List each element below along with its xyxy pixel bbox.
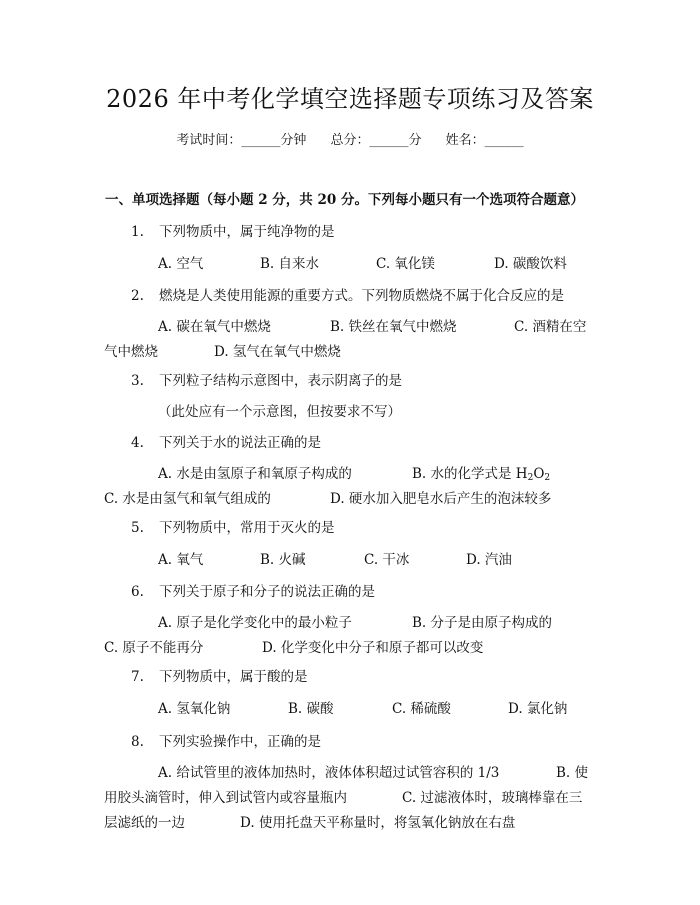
options-1	[158, 253, 658, 275]
option-d: D. 汽油	[466, 552, 512, 568]
option-c: C. 过滤液体时，玻璃棒靠在三	[402, 790, 583, 806]
option-c-continued: 气中燃烧	[104, 344, 158, 360]
question-8	[131, 731, 321, 753]
question-3-note: （此处应有一个示意图，但按要求不写）	[158, 404, 401, 420]
question-stem: 下列粒子结构示意图中，表示阴离子的是	[159, 373, 402, 389]
option-a: A. 给试管里的液体加热时，液体体积超过试管容积的 1/3	[158, 765, 500, 781]
question-5	[131, 517, 335, 539]
question-stem: 下列物质中，属于酸的是	[159, 669, 308, 685]
question-number: 3.	[131, 373, 144, 389]
option-a: A. 水是由氢原子和氧原子构成的	[158, 466, 352, 482]
total-score: 总分：______分	[330, 133, 422, 148]
options-2	[104, 315, 604, 365]
option-a: A. 氢氧化钠	[158, 701, 231, 717]
question-stem: 下列实验操作中，正确的是	[159, 734, 321, 750]
option-d: D. 化学变化中分子和原子都可以改变	[262, 640, 484, 656]
option-d: D. 使用托盘天平称量时，将氢氧化钠放在右盘	[240, 815, 516, 831]
option-a: A. 氧气	[158, 552, 204, 568]
question-4	[131, 432, 321, 454]
option-c: C. 稀硫酸	[392, 701, 451, 717]
options-5	[158, 549, 658, 571]
option-c-continued: 层滤纸的一边	[104, 815, 185, 831]
options-4	[104, 462, 604, 512]
option-b: B. 碳酸	[288, 701, 334, 717]
question-7	[131, 666, 308, 688]
question-number: 6.	[131, 584, 144, 600]
page-title: 2026 年中考化学填空选择题专项练习及答案	[106, 85, 594, 113]
subscript: 2	[527, 473, 534, 483]
question-number: 7.	[131, 669, 144, 685]
option-d: D. 碳酸饮料	[494, 256, 567, 272]
options-6	[104, 611, 604, 661]
option-d: D. 硬水加入肥皂水后产生的泡沫较多	[330, 491, 552, 507]
exam-meta	[0, 131, 700, 151]
option-c: C. 氧化镁	[376, 256, 435, 272]
option-b: B. 铁丝在氧气中燃烧	[330, 319, 457, 335]
option-c: C. 原子不能再分	[104, 640, 204, 656]
question-stem: 下列物质中，常用于灭火的是	[159, 520, 335, 536]
student-name: 姓名：______	[445, 133, 524, 148]
question-number: 2.	[131, 288, 144, 304]
question-number: 8.	[131, 734, 144, 750]
question-1	[131, 221, 335, 243]
option-b-continued: 用胶头滴管时，伸入到试管内或容量瓶内	[104, 790, 347, 806]
question-3	[131, 370, 402, 392]
option-b: B. 分子是由原子构成的	[412, 615, 553, 631]
question-number: 4.	[131, 435, 144, 451]
options-8	[104, 761, 604, 836]
options-7	[158, 698, 658, 720]
exam-time: 考试时间：______分钟	[176, 133, 307, 148]
option-a: A. 原子是化学变化中的最小粒子	[158, 615, 352, 631]
question-stem: 下列关于水的说法正确的是	[159, 435, 321, 451]
option-a: A. 空气	[158, 256, 204, 272]
option-b-text: B. 水的化学式是 H	[412, 466, 528, 482]
question-stem: 燃烧是人类使用能源的重要方式。下列物质燃烧不属于化合反应的是	[159, 288, 564, 304]
option-d: D. 氯化钠	[508, 701, 568, 717]
option-c: C. 水是由氢气和氧气组成的	[104, 491, 271, 507]
question-stem: 下列关于原子和分子的说法正确的是	[159, 584, 375, 600]
option-c: C. 酒精在空	[514, 319, 587, 335]
question-number: 5.	[131, 520, 144, 536]
option-d: D. 氢气在氧气中燃烧	[214, 344, 341, 360]
option-b: B. 使	[556, 765, 589, 781]
formula-element: O	[533, 466, 545, 482]
question-6	[131, 581, 375, 603]
subscript: 2	[544, 473, 551, 483]
option-a: A. 碳在氧气中燃烧	[158, 319, 271, 335]
question-number: 1.	[131, 224, 144, 240]
option-c: C. 干冰	[364, 552, 410, 568]
option-b: B. 火碱	[260, 552, 306, 568]
question-stem: 下列物质中，属于纯净物的是	[159, 224, 335, 240]
section-heading: 一、单项选择题（每小题 2 分，共 20 分。下列每小题只有一个选项符合题意）	[105, 192, 584, 208]
option-b: B. 自来水	[260, 256, 320, 272]
question-2	[131, 285, 564, 307]
